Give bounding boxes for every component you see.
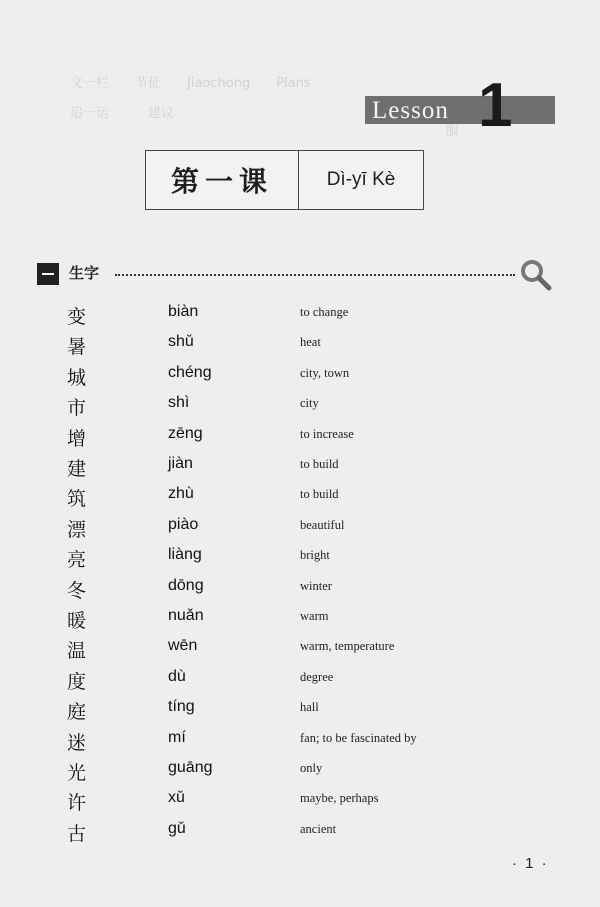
vocab-hanzi: 亮 (67, 549, 87, 572)
vocab-hanzi: 庭 (67, 701, 87, 724)
vocab-pinyin: xǔ (168, 789, 185, 807)
vocab-english: fan; to be fascinated by (300, 730, 417, 745)
vocab-english: winter (300, 578, 332, 593)
vocab-english: city, town (300, 365, 350, 380)
bleed-through-text: 服 (420, 124, 460, 139)
vocab-pinyin: dù (168, 667, 186, 685)
vocab-english: ancient (300, 821, 337, 836)
vocab-row (0, 515, 600, 545)
vocab-row (0, 545, 600, 575)
vocab-row (0, 424, 600, 454)
vocab-english: beautiful (300, 517, 345, 532)
vocab-row (0, 667, 600, 697)
vocab-english: hall (300, 700, 319, 715)
vocab-hanzi: 城 (67, 366, 87, 389)
vocab-hanzi: 筑 (67, 488, 87, 511)
vocab-hanzi: 建 (67, 458, 87, 480)
vocab-row (0, 576, 600, 606)
lesson-title-box (145, 150, 424, 210)
vocab-row (0, 454, 600, 484)
vocab-hanzi: 变 (67, 306, 87, 328)
vocab-row (0, 606, 600, 636)
magnifier-icon (519, 258, 553, 296)
vocab-english: to change (300, 305, 349, 319)
page-number: · 1 · (512, 855, 549, 872)
vocab-pinyin: dōng (168, 576, 204, 594)
vocab-english: maybe, perhaps (300, 791, 379, 806)
vocab-row (0, 302, 600, 332)
bleed-through-text: 文一栏 节征 Jiaochong Plans (70, 76, 311, 91)
lesson-label: Lesson (372, 97, 449, 124)
vocab-english: bright (300, 548, 330, 563)
bleed-through-text: 追一运 建议 (70, 106, 175, 121)
vocab-pinyin: liàng (168, 546, 202, 564)
lesson-number: 1 (478, 71, 513, 140)
vocab-row (0, 819, 600, 849)
vocab-row (0, 788, 600, 818)
vocab-pinyin: zhù (168, 485, 194, 503)
vocab-hanzi: 许 (67, 792, 87, 815)
vocab-english: to increase (300, 426, 354, 441)
vocab-pinyin: biàn (168, 303, 199, 320)
vocab-pinyin: tíng (168, 698, 195, 716)
vocab-row (0, 697, 600, 727)
vocab-hanzi: 漂 (67, 518, 87, 541)
vocab-row (0, 758, 600, 788)
vocab-pinyin: shì (168, 394, 190, 412)
vocab-pinyin: nuǎn (168, 607, 204, 624)
vocab-pinyin: mí (168, 728, 186, 746)
vocab-pinyin: shǔ (168, 333, 194, 351)
vocab-hanzi: 冬 (67, 579, 87, 602)
vocab-row (0, 363, 600, 393)
vocab-english: warm, temperature (300, 639, 395, 654)
vocab-row (0, 636, 600, 666)
dotted-leader (115, 274, 515, 276)
vocab-hanzi: 增 (67, 427, 87, 450)
vocab-hanzi: 迷 (67, 731, 87, 754)
vocab-row (0, 332, 600, 362)
lesson-title-chinese: 第一课 (146, 151, 299, 209)
vocab-english: to build (300, 487, 339, 502)
vocab-english: heat (300, 335, 321, 350)
square-one-icon (37, 263, 59, 285)
vocab-hanzi: 暑 (67, 336, 87, 359)
vocab-pinyin: zēng (168, 424, 203, 442)
vocab-row (0, 728, 600, 758)
vocab-hanzi: 古 (67, 822, 87, 845)
vocab-english: only (300, 761, 323, 775)
vocab-hanzi: 光 (67, 762, 87, 784)
vocab-english: degree (300, 669, 334, 684)
section-title: 生字 (69, 264, 100, 282)
vocab-pinyin: guāng (168, 759, 213, 776)
vocab-row (0, 393, 600, 423)
lesson-title-pinyin: Dì-yī Kè (326, 169, 396, 190)
vocab-english: warm (300, 609, 329, 623)
vocab-pinyin: jiàn (168, 455, 193, 472)
vocab-row (0, 484, 600, 514)
vocab-hanzi: 温 (67, 640, 87, 663)
vocab-pinyin: piào (168, 515, 199, 533)
vocab-pinyin: chéng (168, 363, 212, 381)
vocab-hanzi: 暖 (67, 610, 87, 632)
vocab-hanzi: 市 (67, 397, 87, 420)
vocab-english: city (300, 396, 319, 411)
vocab-pinyin: gǔ (168, 819, 186, 837)
vocab-english: to build (300, 457, 339, 471)
vocab-pinyin: wēn (168, 637, 198, 655)
vocab-hanzi: 度 (67, 670, 87, 693)
